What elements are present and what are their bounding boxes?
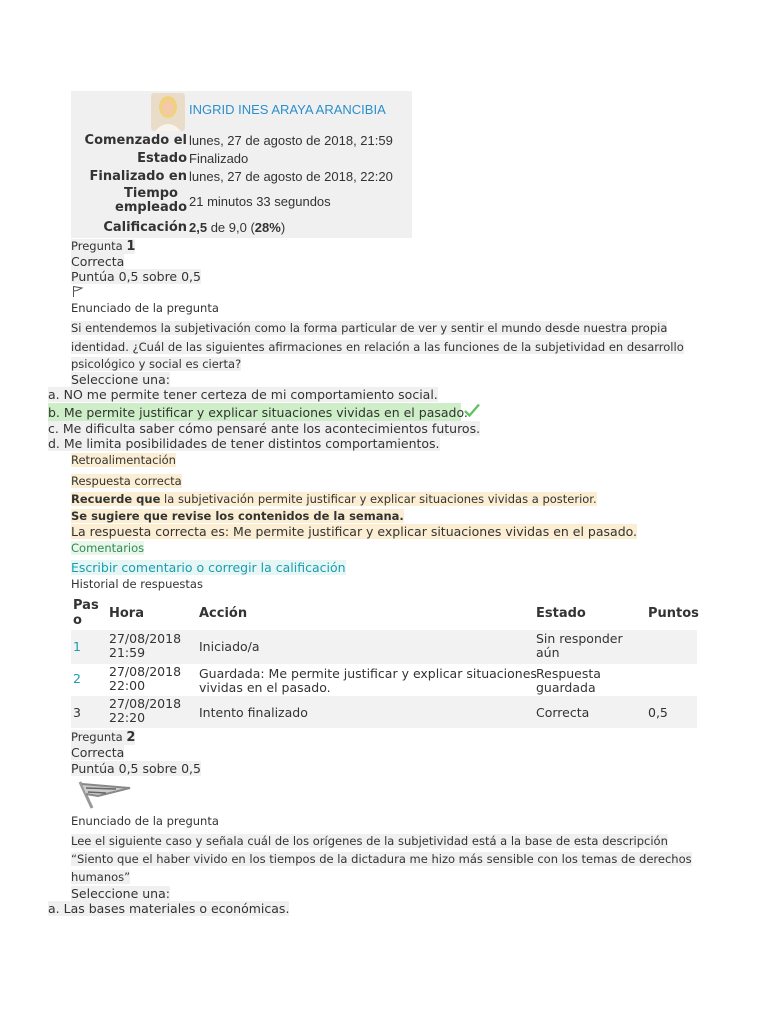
history-heading: Historial de respuestas: [71, 577, 203, 591]
col-header-action: Acción: [199, 606, 248, 621]
cell-action: Intento finalizado: [199, 705, 308, 720]
cell-line: guardada: [536, 680, 596, 695]
cell-line: 27/08/2018: [109, 631, 182, 646]
flag-icon[interactable]: [72, 285, 84, 301]
cell-state: [536, 632, 623, 660]
answer-option-b[interactable]: b. Me permite justificar y explicar situaciones vividas en el pasado.: [48, 405, 468, 420]
attempt-summary: [71, 91, 412, 238]
cell-line: 27/08/2018: [109, 696, 182, 711]
question-statement-heading: Enunciado de la pregunta: [71, 301, 219, 315]
step-link[interactable]: 2: [73, 671, 81, 686]
feedback-bold: Recuerde que: [71, 492, 161, 506]
cell-line: 22:00: [109, 678, 146, 693]
question-state: Correcta: [71, 745, 125, 760]
grade-score: 2,5: [189, 220, 208, 235]
cell-line: 22:20: [109, 710, 146, 725]
cell-line: Guardada: Me permite justificar y explicar situaciones: [199, 666, 537, 681]
select-prompt: Seleccione una:: [71, 886, 170, 901]
grade-of: de 9,0 (: [210, 220, 255, 235]
cell-line: 27/08/2018: [109, 664, 182, 679]
cell-step: 3: [73, 705, 81, 720]
comment-link[interactable]: Escribir comentario o corregir la calificación: [71, 560, 346, 575]
question-statement-heading: Enunciado de la pregunta: [71, 814, 219, 828]
question-grade: Puntúa 0,5 sobre 0,5: [71, 269, 201, 284]
cell-state: [536, 667, 601, 695]
question-text-line: Lee el siguiente caso y señala cuál de los orígenes de la subjetividad está a la base de esta descripción: [71, 834, 668, 848]
question-number-value: 2: [126, 730, 136, 745]
cell-line: Respuesta: [536, 666, 601, 681]
user-name-link[interactable]: INGRID INES ARAYA ARANCIBIA: [189, 102, 386, 117]
answer-option-c[interactable]: c. Me dificulta saber cómo pensaré ante los acontecimientos futuros.: [48, 421, 481, 436]
table-row: [71, 630, 697, 664]
col-header-line: o: [73, 613, 82, 628]
feedback-suggestion: Se sugiere que revise los contenidos de la semana.: [71, 509, 404, 523]
table-row: [71, 664, 697, 696]
question-number: [71, 239, 135, 254]
cell-time: [109, 665, 181, 693]
cell-line: Sin responder: [536, 631, 623, 646]
answer-option-d[interactable]: d. Me limita posibilidades de tener distintos comportamientos.: [48, 436, 440, 451]
cell-action: [199, 667, 537, 695]
summary-value: 21 minutos 33 segundos: [189, 194, 331, 209]
question-number-value: 1: [126, 239, 136, 254]
grade-value: [189, 220, 285, 235]
question-text-line: identidad. ¿Cuál de las siguientes afirmaciones en relación a las funciones de la subjetividad en desarrollo: [71, 340, 684, 354]
correct-answer: La respuesta correcta es: Me permite justificar y explicar situaciones vividas en el pasado.: [71, 524, 638, 539]
cell-action: Iniciado/a: [199, 639, 260, 654]
cell-time: [109, 697, 181, 725]
cell-time: [109, 632, 181, 660]
select-prompt: Seleccione una:: [71, 372, 170, 387]
summary-label: [115, 187, 187, 215]
summary-label: Estado: [137, 151, 187, 166]
step-link[interactable]: 1: [73, 639, 81, 654]
summary-value: Finalizado: [189, 151, 249, 166]
col-header-time: Hora: [109, 606, 144, 621]
cell-line: aún: [536, 645, 560, 660]
summary-label-line: Tiempo: [124, 186, 178, 201]
col-header-state: Estado: [536, 606, 586, 621]
table-row: [71, 696, 697, 728]
grade-close: ): [280, 220, 286, 235]
question-text-line: humanos”: [71, 870, 131, 884]
comments-heading: Comentarios: [71, 541, 145, 555]
summary-label: Comenzado el: [84, 133, 187, 148]
summary-value: lunes, 27 de agosto de 2018, 22:20: [189, 169, 393, 184]
feedback-correct: Respuesta correcta: [71, 474, 182, 488]
cell-points: 0,5: [648, 705, 668, 720]
flag-icon[interactable]: [76, 780, 134, 813]
col-header-points: Puntos: [648, 606, 699, 621]
cell-line: vividas en el pasado.: [199, 680, 331, 695]
cell-line: 21:59: [109, 645, 146, 660]
avatar[interactable]: [151, 93, 185, 131]
question-grade: Puntúa 0,5 sobre 0,5: [71, 761, 201, 776]
question-label: Pregunta: [71, 239, 123, 253]
grade-percent: 28%: [254, 220, 281, 235]
question-label: Pregunta: [71, 730, 123, 744]
question-text-line: “Siento que el haber vivido en los tiempos de la dictadura me hizo más sensible con los temas de derechos: [71, 852, 692, 866]
feedback-rest: la subjetivación permite justificar y explicar situaciones vividas a posterior.: [160, 492, 597, 506]
answer-option-a[interactable]: a. NO me permite tener certeza de mi comportamiento social.: [48, 387, 438, 402]
col-header-step: [73, 598, 99, 628]
question-text-line: Si entendemos la subjetivación como la forma particular de ver y sentir el mundo desde nuestra propia: [71, 321, 668, 335]
question-text-line: psicológico y social es cierta?: [71, 357, 242, 371]
check-icon: [463, 402, 481, 421]
summary-label-line: empleado: [115, 200, 187, 215]
summary-label: Finalizado en: [89, 169, 187, 184]
feedback-heading: Retroalimentación: [71, 453, 176, 467]
feedback-general: [71, 492, 597, 506]
answer-option-a[interactable]: a. Las bases materiales o económicas.: [48, 901, 290, 916]
cell-state: Correcta: [536, 705, 590, 720]
question-state: Correcta: [71, 254, 125, 269]
col-header-line: Pas: [73, 598, 99, 613]
question-number: [71, 730, 135, 745]
summary-value: lunes, 27 de agosto de 2018, 21:59: [189, 133, 393, 148]
summary-label: Calificación: [103, 220, 187, 235]
